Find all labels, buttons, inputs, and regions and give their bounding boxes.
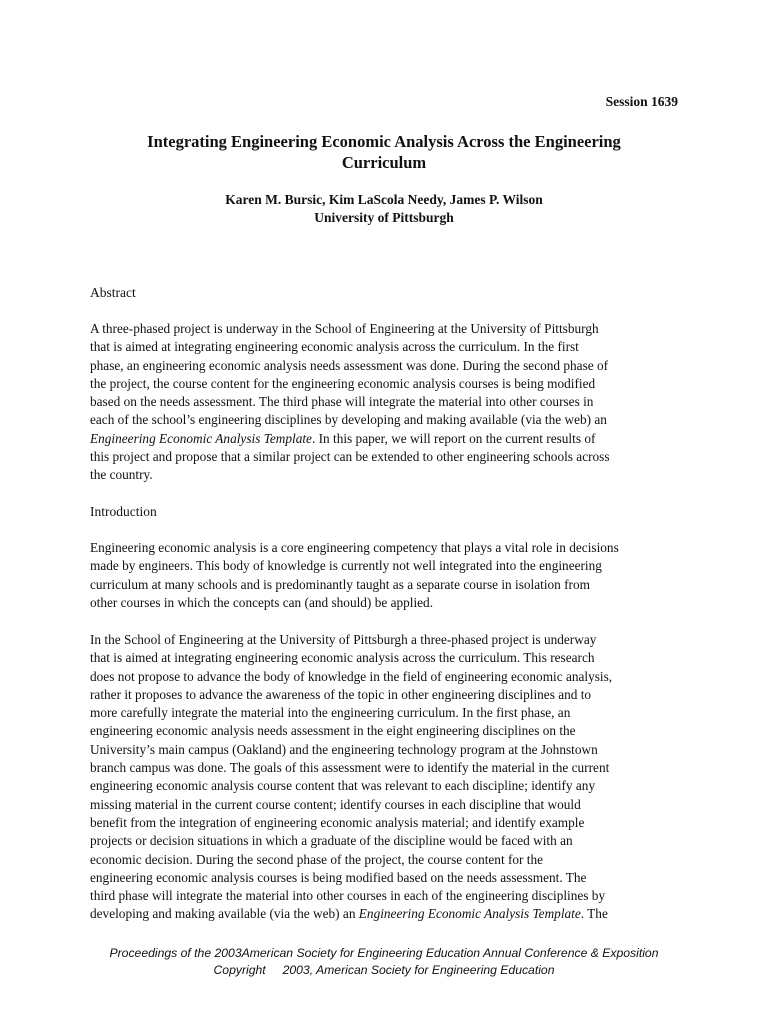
text-line: benefit from the integration of engineering economic analysis material; and identify example bbox=[90, 814, 585, 830]
text-line bbox=[90, 905, 680, 923]
author-block bbox=[90, 191, 678, 227]
text-line: more carefully integrate the material into the engineering curriculum. In the first phase, an bbox=[90, 705, 571, 721]
text-line: engineering economic analysis needs assessment in the eight engineering disciplines on the bbox=[90, 723, 576, 739]
author-names: Karen M. Bursic, Kim LaScola Needy, James P. Wilson bbox=[225, 192, 543, 207]
paper-title bbox=[90, 131, 678, 173]
text-span: . The bbox=[580, 906, 608, 922]
abstract-paragraph bbox=[90, 320, 680, 485]
text-line: engineering economic analysis courses is being modified based on the needs assessment. The bbox=[90, 869, 587, 885]
text-line: missing material in the current course content; identify courses in each discipline that would bbox=[90, 796, 581, 812]
text-line: based on the needs assessment. The third phase will integrate the material into other courses in bbox=[90, 394, 594, 410]
text-line bbox=[90, 430, 680, 448]
text-line: each of the school’s engineering disciplines by developing and making available (via the web) an bbox=[90, 412, 607, 428]
text-line: branch campus was done. The goals of this assessment were to identify the material in the current bbox=[90, 760, 610, 776]
text-span: . In this paper, we will report on the current results of bbox=[311, 430, 596, 446]
title-line-2: Curriculum bbox=[341, 153, 427, 172]
text-line: third phase will integrate the material into other courses in each of the engineering disciplines by bbox=[90, 888, 606, 904]
text-line: made by engineers. This body of knowledge is currently not well integrated into the engineering bbox=[90, 558, 602, 574]
page-footer bbox=[60, 945, 708, 979]
title-line-1: Integrating Engineering Economic Analysis Across the Engineering bbox=[147, 132, 621, 151]
text-line: the project, the course content for the engineering economic analysis courses is being modified bbox=[90, 375, 596, 391]
text-line: University’s main campus (Oakland) and the engineering technology program at the Johnstown bbox=[90, 741, 598, 757]
text-line: engineering economic analysis course content that was relevant to each discipline; identify any bbox=[90, 778, 596, 794]
abstract-heading: Abstract bbox=[90, 285, 136, 300]
introduction-heading: Introduction bbox=[90, 504, 157, 519]
text-line: projects or decision situations in which a graduate of the discipline would be faced with an bbox=[90, 833, 573, 849]
text-line: the country. bbox=[90, 467, 153, 483]
text-line: economic decision. During the second phase of the project, the course content for the bbox=[90, 851, 544, 867]
introduction-paragraph-1 bbox=[90, 539, 680, 612]
text-line: curriculum at many schools and is predominantly taught as a separate course in isolation from bbox=[90, 576, 590, 592]
text-line: A three-phased project is underway in the School of Engineering at the University of Pittsburgh bbox=[90, 321, 599, 336]
affiliation: University of Pittsburgh bbox=[314, 210, 454, 225]
text-line: does not propose to advance the body of knowledge in the field of engineering economic analysis, bbox=[90, 668, 613, 684]
text-line: that is aimed at integrating engineering economic analysis across the curriculum. This research bbox=[90, 650, 595, 666]
proceedings-line: Proceedings of the 2003American Society for Engineering Education Annual Conference & Exposition bbox=[109, 946, 659, 960]
text-line: In the School of Engineering at the University of Pittsburgh a three-phased project is underway bbox=[90, 632, 597, 647]
text-line: other courses in which the concepts can (and should) be applied. bbox=[90, 594, 434, 610]
copyright-line: Copyright 2003, American Society for Engineering Education bbox=[213, 963, 555, 977]
text-line: phase, an engineering economic analysis needs assessment was done. During the second phase of bbox=[90, 357, 609, 373]
text-span: developing and making available (via the web) an bbox=[90, 906, 359, 922]
text-line: rather it proposes to advance the awareness of the topic in other engineering disciplines and to bbox=[90, 686, 592, 702]
text-line: Engineering economic analysis is a core engineering competency that plays a vital role in decisions bbox=[90, 540, 619, 555]
text-line: that is aimed at integrating engineering economic analysis across the curriculum. In the first bbox=[90, 339, 579, 355]
text-line: this project and propose that a similar project can be extended to other engineering schools across bbox=[90, 449, 610, 465]
template-name-italic: Engineering Economic Analysis Template bbox=[90, 430, 312, 446]
template-name-italic: Engineering Economic Analysis Template bbox=[358, 906, 581, 922]
session-number: Session 1639 bbox=[605, 94, 678, 109]
introduction-paragraph-2 bbox=[90, 631, 680, 924]
